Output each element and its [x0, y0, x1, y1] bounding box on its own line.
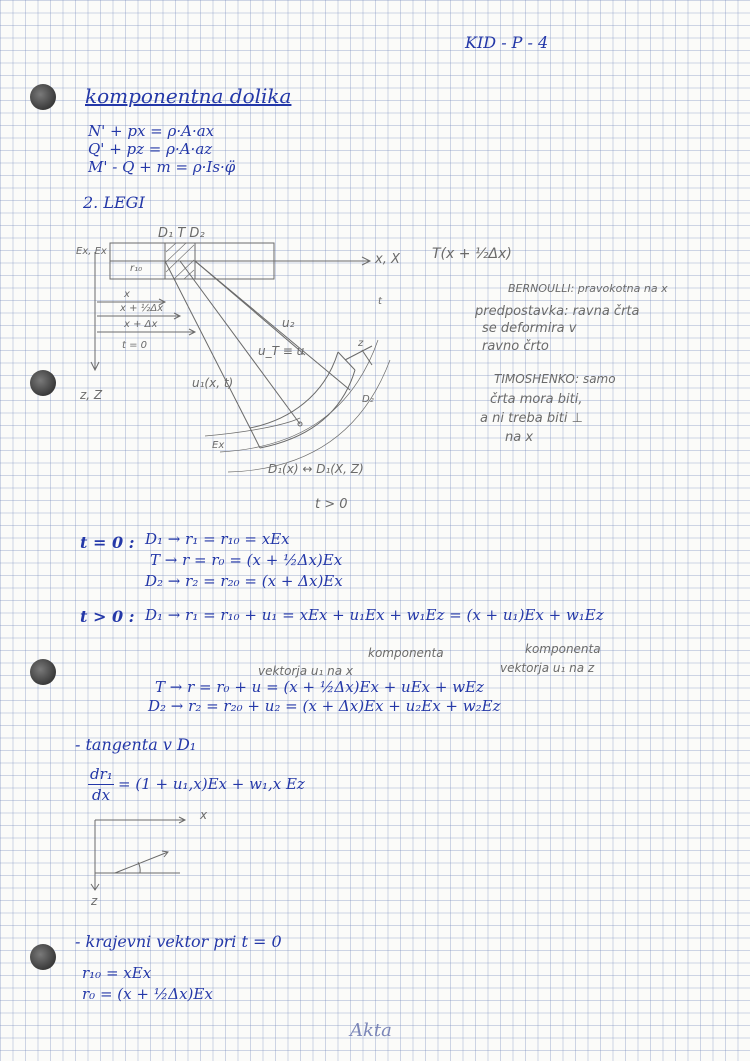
equation-n: N' + px = ρ·A·ax: [88, 122, 215, 140]
position-line-2: r₀ = (x + ½Δx)Ex: [82, 985, 213, 1003]
bernoulli-line-4: ravno črto: [482, 339, 549, 354]
bernoulli-line-1: BERNOULLI: pravokotna na x: [508, 282, 668, 295]
note-vektor-x: vektorja u₁ na x: [258, 664, 354, 678]
tangent-diagram: [91, 817, 185, 890]
diagram-u1-label: u₁(x, t): [192, 376, 234, 390]
note-komponenta-z: komponenta: [525, 642, 601, 656]
dim-x-delta: x + Δx: [124, 319, 158, 330]
diagram-u2-label: u₂: [282, 316, 295, 330]
diagram-t-gt: t > 0: [315, 497, 348, 512]
brand-logo: Akta: [350, 1020, 392, 1041]
tangent-frac-top: dr₁: [90, 765, 113, 783]
diagram-t-tick: t: [378, 296, 382, 307]
dim-x-half: x + ½Δx: [120, 303, 164, 314]
diagram-ut-label: u_T ≡ u: [258, 344, 305, 358]
tgt-line-1: D₁ → r₁ = r₁₀ + u₁ = xEx + u₁Ex + w₁Ez = (x + u₁)Ex + w₁Ez: [145, 606, 604, 624]
equation-m: M' - Q + m = ρ·Is·φ̈: [88, 158, 236, 176]
position-line-1: r₁₀ = xEx: [82, 964, 152, 982]
diagram-ex-label: Ex, Ex: [76, 246, 107, 257]
bernoulli-line-3: se deformira v: [482, 321, 577, 336]
tangent-axis-x: x: [200, 808, 208, 822]
note-vektor-z: vektorja u₁ na z: [500, 661, 595, 675]
timoshenko-line-3: a ni treba biti ⊥: [480, 411, 583, 426]
tangent-rhs: = (1 + u₁,x)Ex + w₁,x Ez: [118, 775, 305, 793]
tangent-title: - tangenta v D₁: [75, 735, 197, 754]
t0-line-3: D₂ → r₂ = r₂₀ = (x + Δx)Ex: [145, 572, 343, 590]
position-title: - krajevni vektor pri t = 0: [75, 932, 282, 951]
t0-label: t = 0 :: [80, 533, 135, 552]
equation-q: Q' + pz = ρ·A·az: [88, 140, 213, 158]
diagram-r-label: r₁₀: [130, 263, 143, 274]
timoshenko-line-1: TIMOSHENKO: samo: [494, 372, 616, 386]
diagram-top-labels: D₁ T D₂: [158, 226, 205, 241]
u-vector: [180, 261, 300, 424]
tangent-axis-z: z: [91, 894, 98, 908]
t0-line-2: T → r = r₀ = (x + ½Δx)Ex: [150, 551, 343, 569]
diagram-axis-x-label: x, X: [375, 252, 400, 267]
tangent-frac-bot: dx: [92, 786, 111, 804]
dim-x: x: [124, 289, 130, 300]
dim-t0: t = 0: [122, 340, 148, 351]
section-title: komponentna dolika: [85, 84, 292, 108]
note-komponenta-x: komponenta: [368, 646, 444, 660]
section-2-title: 2. LEGI: [83, 193, 145, 212]
diagram-d2-label: D₂: [362, 394, 374, 405]
diagram-d-mapping: D₁(x) ↔ D₁(X, Z): [268, 462, 364, 476]
t0-line-1: D₁ → r₁ = r₁₀ = xEx: [145, 530, 290, 548]
diagram-axis-z-label: z, Z: [80, 388, 103, 402]
diagram-t-label: T(x + ½Δx): [432, 246, 512, 262]
page-code: KID - P - 4: [465, 33, 549, 52]
diagram-z-tick: z: [358, 338, 364, 349]
diagram-ex-small: Ex: [212, 440, 225, 451]
timoshenko-line-2: črta mora biti,: [490, 392, 583, 407]
u1-vector: [165, 261, 250, 428]
bernoulli-line-2: predpostavka: ravna črta: [475, 304, 640, 319]
tgt-line-3: D₂ → r₂ = r₂₀ + u₂ = (x + Δx)Ex + u₂Ex + w₂Ez: [148, 697, 501, 715]
tgt-line-2: T → r = r₀ + u = (x + ½Δx)Ex + uEx + wEz: [155, 678, 484, 696]
timoshenko-line-4: na x: [505, 430, 534, 445]
tgt-label: t > 0 :: [80, 607, 135, 626]
tangent-frac-bar: [88, 784, 114, 785]
